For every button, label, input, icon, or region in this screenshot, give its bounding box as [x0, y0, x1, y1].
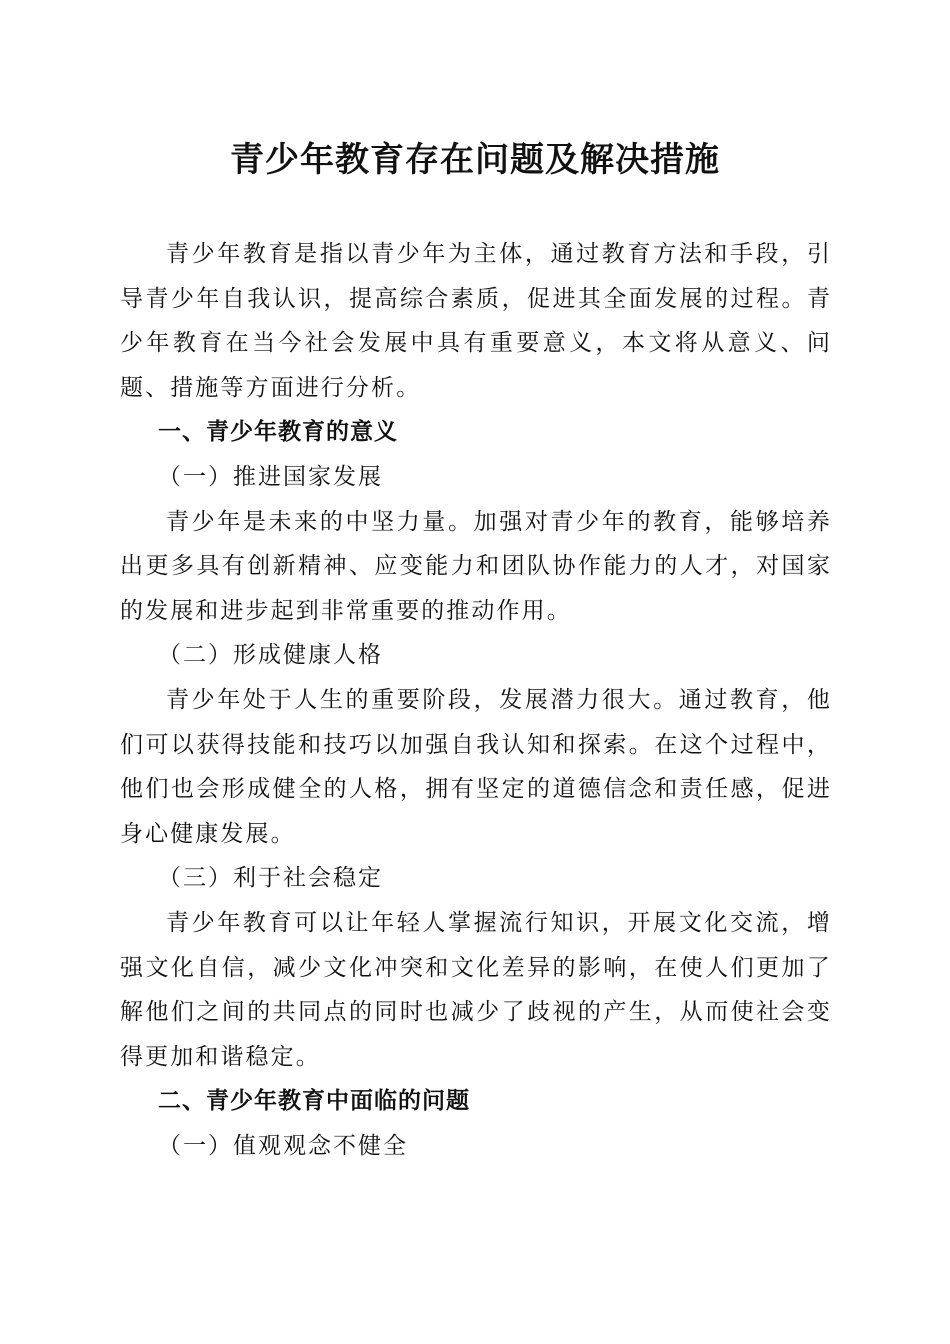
document-body [120, 232, 832, 1168]
section-1-3-paragraph: 青少年教育可以让年轻人掌握流行知识，开展文化交流，增强文化自信，减少文化冲突和文化差异的影响，在使人们更加了解他们之间的共同点的同时也减少了歧视的产生，从而使社会变得更加和谐稳定。 [120, 909, 832, 1070]
section-1-2-heading: （二）形成健康人格 [158, 642, 383, 669]
section-1-3-heading: （三）利于社会稳定 [158, 865, 383, 892]
section-1-1-heading: （一）推进国家发展 [158, 463, 383, 490]
section-2-1-heading: （一）值观观念不健全 [158, 1132, 408, 1159]
intro-paragraph: 青少年教育是指以青少年为主体，通过教育方法和手段，引导青少年自我认识，提高综合素质，促进其全面发展的过程。青少年教育在当今社会发展中具有重要意义，本文将从意义、问题、措施等方面进行分析。 [120, 241, 832, 401]
section-1-1-paragraph: 青少年是未来的中坚力量。加强对青少年的教育，能够培养出更多具有创新精神、应变能力和团队协作能力的人才，对国家的发展和进步起到非常重要的推动作用。 [120, 508, 832, 624]
section-1-2-paragraph: 青少年处于人生的重要阶段，发展潜力很大。通过教育，他们可以获得技能和技巧以加强自我认知和探索。在这个过程中，他们也会形成健全的人格，拥有坚定的道德信念和责任感，促进身心健康发展。 [120, 686, 832, 847]
section-2-heading: 二、青少年教育中面临的问题 [158, 1088, 470, 1115]
section-1-heading: 一、青少年教育的意义 [158, 419, 398, 446]
document-title: 青少年教育存在问题及解决措施 [230, 140, 720, 180]
